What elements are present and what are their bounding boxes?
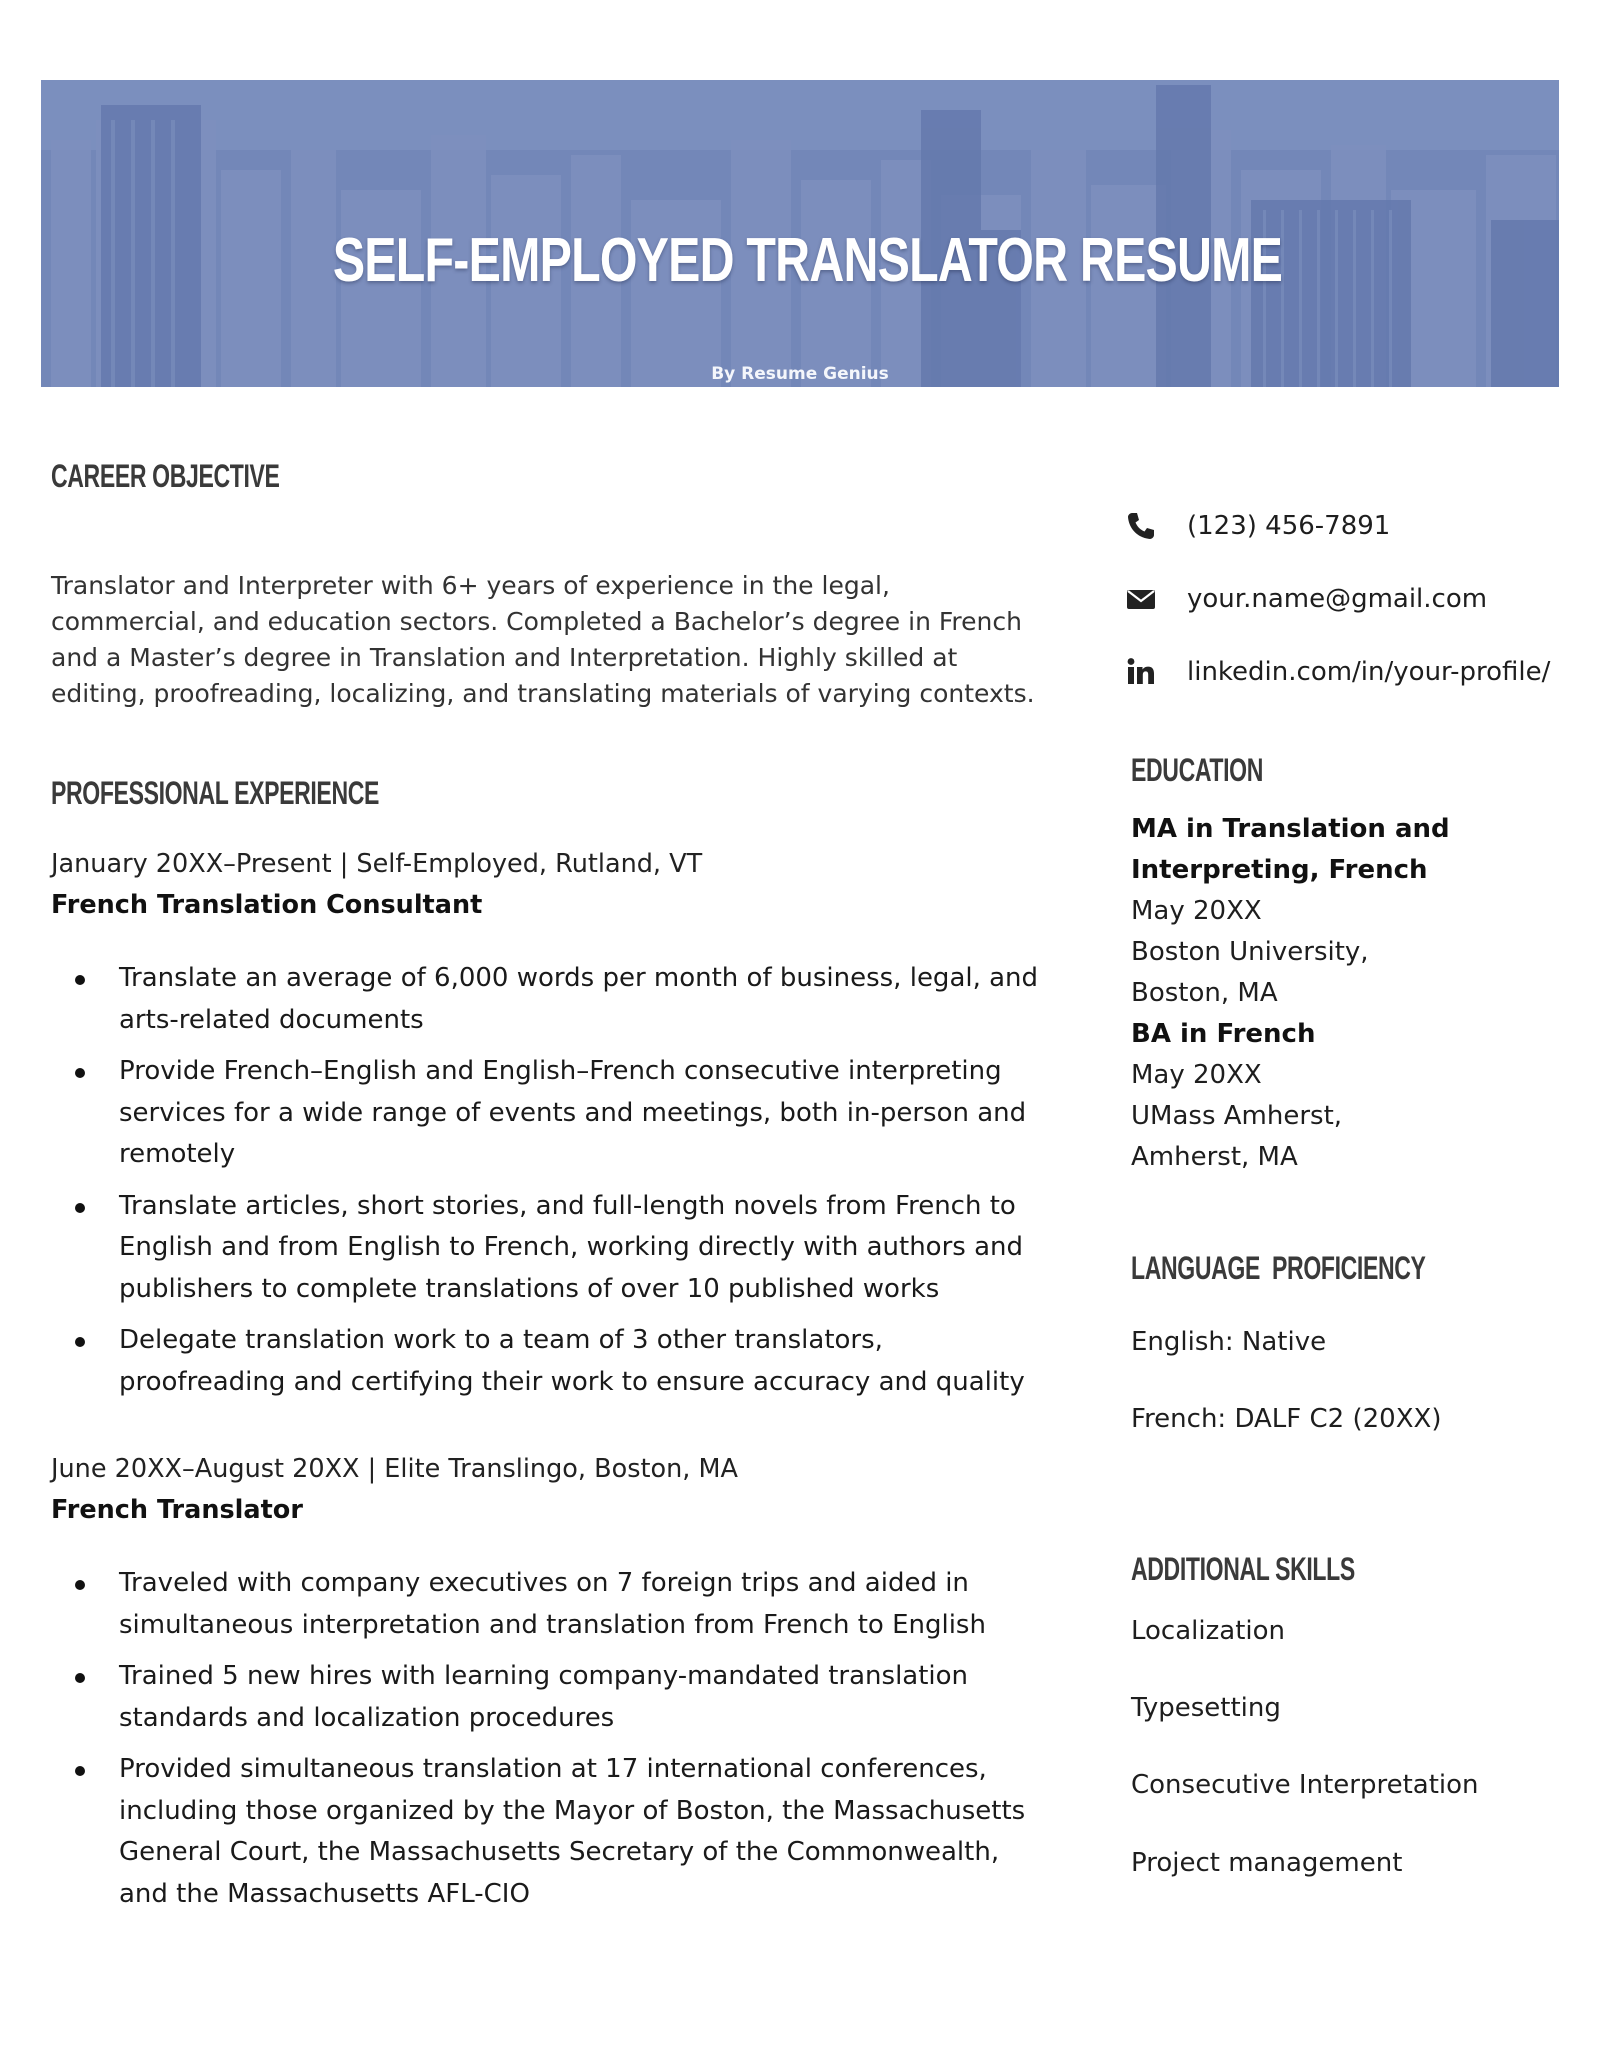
education-school: Boston University, <box>1131 937 1369 967</box>
job-bullet: Translate articles, short stories, and full-length novels from French to English and from English to French, working directly with authors and publishers to complete translations of over 10 published works <box>51 1186 1041 1311</box>
job-bullet-list <box>51 1563 1041 1925</box>
additional-skills-heading: ADDITIONAL SKILLS <box>1131 1551 1355 1587</box>
job-bullet: Translate an average of 6,000 words per month of business, legal, and arts-related documents <box>51 958 1041 1041</box>
education-date: May 20XX <box>1131 1060 1262 1090</box>
career-objective-text: Translator and Interpreter with 6+ years of experience in the legal, commercial, and education sectors. Completed a Bachelor’s degree in French and a Master’s degree in Translation and Interpretation. Highly skilled at editing, proofreading, localizing, and translating materials of varying contexts. <box>51 571 1035 708</box>
job-bullet: Delegate translation work to a team of 3 other translators, proofreading and certifying their work to ensure accuracy and quality <box>51 1320 1041 1403</box>
job-bullet: Traveled with company executives on 7 foreign trips and aided in simultaneous interpretation and translation from French to English <box>51 1563 1041 1646</box>
skill-item: Consecutive Interpretation <box>1131 1770 1479 1800</box>
education-school: UMass Amherst, <box>1131 1101 1343 1131</box>
phone-icon <box>1125 510 1157 542</box>
skill-item: Project management <box>1131 1848 1403 1878</box>
header-banner <box>41 80 1559 387</box>
education-location: Boston, MA <box>1131 978 1278 1008</box>
job-meta: June 20XX–August 20XX | Elite Translingo, Boston, MA <box>51 1454 738 1484</box>
education-location: Amherst, MA <box>1131 1142 1298 1172</box>
skill-item: Typesetting <box>1131 1693 1281 1723</box>
education-heading: EDUCATION <box>1131 752 1264 788</box>
job-bullet: Provided simultaneous translation at 17 international conferences, including those organized by the Mayor of Boston, the Massachusetts General Court, the Massachusetts Secretary of the Commonwealth, and the Massachusetts AFL-CIO <box>51 1749 1041 1915</box>
career-objective-heading: CAREER OBJECTIVE <box>51 458 280 494</box>
skill-item: Localization <box>1131 1616 1285 1646</box>
language-item: English: Native <box>1131 1327 1327 1357</box>
job-bullet: Provide French–English and English–French consecutive interpreting services for a wide range of events and meetings, both in-person and remotely <box>51 1051 1041 1176</box>
envelope-icon <box>1125 583 1157 615</box>
linkedin-url[interactable]: linkedin.com/in/your-profile/ <box>1187 657 1551 687</box>
job-title: French Translation Consultant <box>51 890 483 920</box>
language-item: French: DALF C2 (20XX) <box>1131 1404 1442 1434</box>
job-meta: January 20XX–Present | Self-Employed, Rutland, VT <box>51 849 703 879</box>
email-address[interactable]: your.name@gmail.com <box>1187 584 1488 614</box>
education-degree: BA in French <box>1131 1019 1316 1049</box>
resume-byline: By Resume Genius <box>711 364 889 384</box>
language-proficiency-heading: LANGUAGE PROFICIENCY <box>1131 1250 1426 1286</box>
education-degree: MA in Translation and <box>1131 814 1450 844</box>
job-title: French Translator <box>51 1495 303 1525</box>
job-bullet: Trained 5 new hires with learning company-mandated translation standards and localization procedures <box>51 1656 1041 1739</box>
experience-heading: PROFESSIONAL EXPERIENCE <box>51 775 380 811</box>
job-bullet-list <box>51 958 1041 1413</box>
education-date: May 20XX <box>1131 896 1262 926</box>
education-degree: Interpreting, French <box>1131 855 1428 885</box>
resume-title: SELF-EMPLOYED TRANSLATOR RESUME <box>332 226 1283 295</box>
phone-number: (123) 456-7891 <box>1187 511 1391 541</box>
linkedin-icon <box>1125 656 1157 688</box>
